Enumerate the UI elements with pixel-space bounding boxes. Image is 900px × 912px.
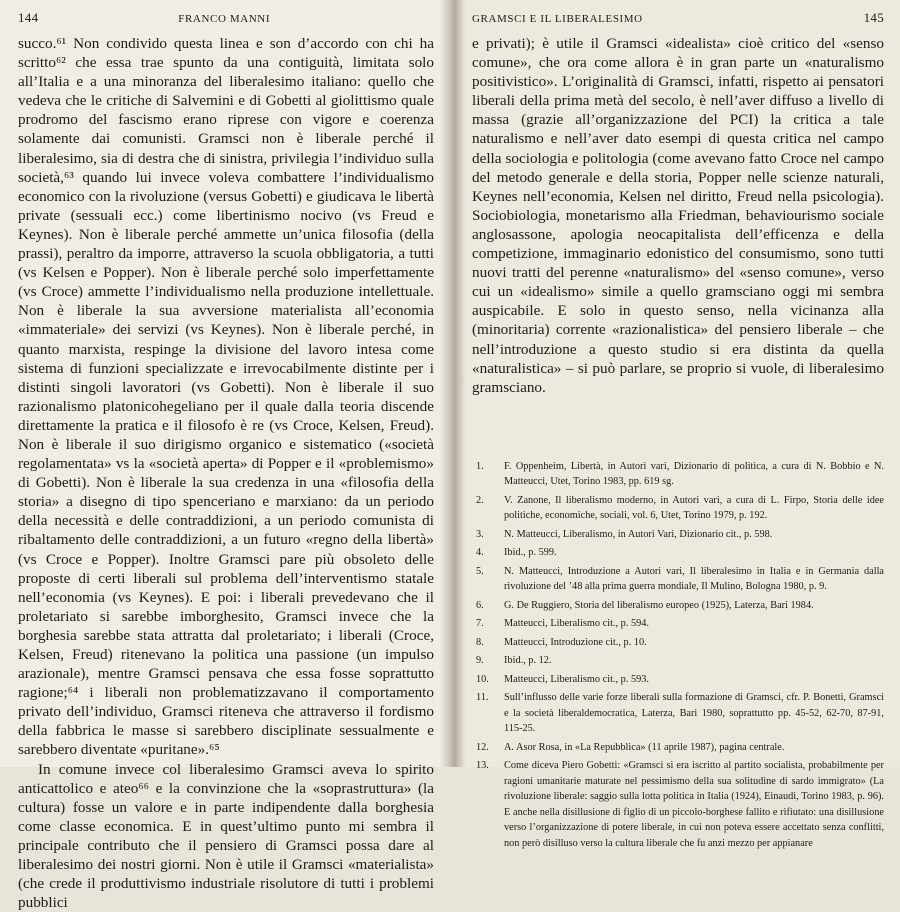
footnote-text: V. Zanone, Il liberalismo moderno, in Autori vari, a cura di L. Firpo, Storia delle idee politiche, economiche, sociali, vol. 6, Utet, Torino 1979, p. 192. xyxy=(504,494,884,522)
footnote-number: 11. xyxy=(476,692,489,704)
footnote xyxy=(472,598,884,614)
footnote-text: Ibid., p. 599. xyxy=(504,547,557,559)
left-page-header xyxy=(18,10,434,30)
footnote xyxy=(472,740,884,756)
footnote-text: N. Matteucci, Liberalismo, in Autori Vari, Dizionario cit., p. 598. xyxy=(504,528,773,540)
page-number: 145 xyxy=(863,10,884,25)
footnote-text: Sull’influsso delle varie forze liberali sulla formazione di Gramsci, cfr. P. Bonetti, Gramsci e la società liberaldemocratica, Laterza, Bari 1980, soprattutto pp. 45-52, 62-70, 87-91, 115-25. xyxy=(504,692,884,735)
footnote-text: Matteucci, Liberalismo cit., p. 594. xyxy=(504,618,649,630)
footnote-number: 12. xyxy=(476,741,489,753)
paragraph: e privati); è utile il Gramsci «idealista» cioè critico del «senso comune», che ora come allora è in gran parte un «naturalismo positivistico». L’originalità di Gramsci, infatti, rispetto ai pensatori liberali della prima metà del secolo, è nell’aver diffuso a livello di massa (grazie all’organizzazione del PCI) la critica a tale naturalismo e nell’aver dato esempi di questa critica nel campo della sociologia e politologia (come avevano fatto Croce nel campo del metodo generale e della storia, Popper nelle scienze naturali, Keynes nell’economia, Kelsen nel diritto, Freud nella psicologia). Sociobiologia, monetarismo alla Friedman, behaviourismo sociale anglosassone, apologia neocapitalista dell’efficenza e della competizione, immaginario edonistico del consumismo, sono tutti nuovi tratti del perenne «naturalismo» del «senso comune», verso cui un «idealismo» simile a quello gramsciano oggi mi sembra auspicabile. E solo in questo senso, nella vicinanza alla (minoritaria) corrente «razionalistica» del pensiero liberale – che nell’introduzione a questo studio si era distinta da quella «naturalistica» – si può parlare, se proprio si vuole, di liberalesimo gramsciano. xyxy=(472,35,884,396)
footnote-number: 1. xyxy=(476,460,484,472)
running-head: GRAMSCI E IL LIBERALESIMO xyxy=(472,13,643,25)
footnote-number: 9. xyxy=(476,655,484,667)
footnotes xyxy=(472,459,884,852)
footnote-number: 4. xyxy=(476,547,484,559)
footnote-text: F. Oppenheim, Libertà, in Autori vari, Dizionario di politica, a cura di N. Bobbio e N. Matteucci, Utet, Torino 1983, pp. 619 sg. xyxy=(504,460,884,488)
left-body-text xyxy=(18,34,434,912)
footnote-number: 13. xyxy=(476,760,489,772)
footnote-text: Matteucci, Liberalismo cit., p. 593. xyxy=(504,673,649,685)
footnote xyxy=(472,493,884,524)
footnote xyxy=(472,459,884,490)
footnote-text: A. Asor Rosa, in «La Repubblica» (11 aprile 1987), pagina centrale. xyxy=(504,741,785,753)
footnote xyxy=(472,545,884,561)
page-number: 144 xyxy=(18,10,39,25)
footnote-number: 2. xyxy=(476,494,484,506)
footnote xyxy=(472,653,884,669)
footnote-number: 7. xyxy=(476,618,484,630)
footnote-text: G. De Ruggiero, Storia del liberalismo europeo (1925), Laterza, Bari 1984. xyxy=(504,599,814,611)
footnote xyxy=(472,564,884,595)
footnote-text: Ibid., p. 12. xyxy=(504,655,552,667)
footnote-text: N. Matteucci, Introduzione a Autori vari, Il liberalesimo in Italia e in Germania dalla rivoluzione del ’48 alla prima guerra mondiale, Il Mulino, Bologna 1980, p. 9. xyxy=(504,565,884,593)
footnote-number: 8. xyxy=(476,636,484,648)
footnote xyxy=(472,690,884,737)
footnote-number: 10. xyxy=(476,673,489,685)
footnote-text: Come diceva Piero Gobetti: «Gramsci si era iscritto al partito socialista, probabilmente per ragioni umanitarie maturate nel pessimismo della sua solitudine di sardo immigrato» (La rivoluzione liberale: saggio sulla lotta politica in Italia (1924), Einaudi, Torino 1983, p. 96). E anche nella disillusione di figlio di un piccolo-borghese fallito e rifiutato: una disillusione verso l’organizzazione di potere liberale, in cui non poteva essere accettato senza conflitti, non però disilluso verso la cultura liberale che fu anzi mezzo per appianare xyxy=(504,760,884,849)
footnote xyxy=(472,527,884,543)
footnote-text: Matteucci, Introduzione cit., p. 10. xyxy=(504,636,647,648)
footnote xyxy=(472,672,884,688)
footnote-number: 5. xyxy=(476,565,484,577)
right-page xyxy=(450,0,900,849)
footnote xyxy=(472,635,884,651)
footnote xyxy=(472,758,884,851)
footnote-number: 3. xyxy=(476,528,484,540)
footnote-number: 6. xyxy=(476,599,484,611)
paragraph: succo.⁶¹ Non condivido questa linea e son d’accordo con chi ha scritto⁶² che essa trae spunto da una contiguità, limitata solo all’Italia e a una minoranza del liberalesimo italiano: quello che vedeva che le critiche di Salvemini e di Gobetti al giolittismo quale prodromo del fascismo erano riprese con vigore e coerenza solamente dai comunisti. Gramsci non è liberale perché il liberalesimo, sia di destra che di sinistra, privilegia l’individuo sulla società,⁶³ quando lui invece voleva combattere l’individualismo economico con la rivoluzione (versus Gobetti) e giudicava le libertà private (sessuali ecc.) come libertinismo nocivo (vs Freud e Keynes). Non è liberale perché ammette un’unica filosofia (della prassi), peraltro da imporre, attraverso la scuola obbligatoria, a tutti (vs Kelsen e Popper). Non è liberale perché solo imperfettamente (vs Croce) ammette l’individualismo nella produzione intellettuale. Non è liberale la sua avversione materialista all’economia «immateriale» dei servizi (vs Keynes). Non è liberale perché, in quanto marxista, respinge la divisione del lavoro intesa come sistema di funzioni specializzate e irrevocabilmente distinte per i distinti singoli lavoratori (vs Gobetti). Non è liberale il suo razionalismo platonicohegeliano per il quale dalla teoria discende direttamente la pratica e il filosofo è re (vs Croce, Kelsen, Freud). Non è liberale il suo dirigismo organico e sistematico («società regolamentata» vs la «società aperta» di Popper e il «problemismo» di Gobetti). Non è liberale la sua credenza in una «filosofia della storia» a disegno di tipo spenceriano e marxiano: da un periodo della necessità e delle contraddizioni, a un periodo comunista di ribaltamento delle contraddizioni, a un futuro «regno della libertà» (vs Croce e Popper). Inoltre Gramsci pare più obsoleto delle proposte di certi liberali sul problema dell’interventismo statale nell’economia (vs Keynes). E poi: i liberali prevedevano che il proletariato si sarebbe imborghesito, Gramsci invece che la borghesia sarebbe stata attratta dal proletariato; i liberali (Croce, Kelsen, Freud) ritenevano la politica una passione (un impulso arazionale), mentre Gramsci pensava che essa fosse soprattutto ragione;⁶⁴ i liberali non problematizzavano il comportamento privato dell’individuo, Gramsci riteneva che attraverso il fordismo della fabbrica le masse si sarebbero disciplinate sessualmente e sarebbero diventate «puritane».⁶⁵ xyxy=(18,35,434,759)
paragraph: In comune invece col liberalesimo Gramsci aveva lo spirito anticattolico e ateo⁶⁶ e la convinzione che la «soprastruttura» (la cultura) fosse un valore e in parte indipendente dalla borghesia come classe economica. E in quest’ultimo punto mi sembra il principale contributo che il pensiero di Gramsci possa dare al liberalesimo dei nostri giorni. Non è utile il Gramsci «materialista» (che crede il produttivismo industriale risolutore di tutti i problemi pubblici xyxy=(18,760,434,912)
footnote xyxy=(472,616,884,632)
right-body-text xyxy=(472,34,884,397)
running-head: FRANCO MANNI xyxy=(178,13,271,25)
right-page-header xyxy=(472,10,884,30)
